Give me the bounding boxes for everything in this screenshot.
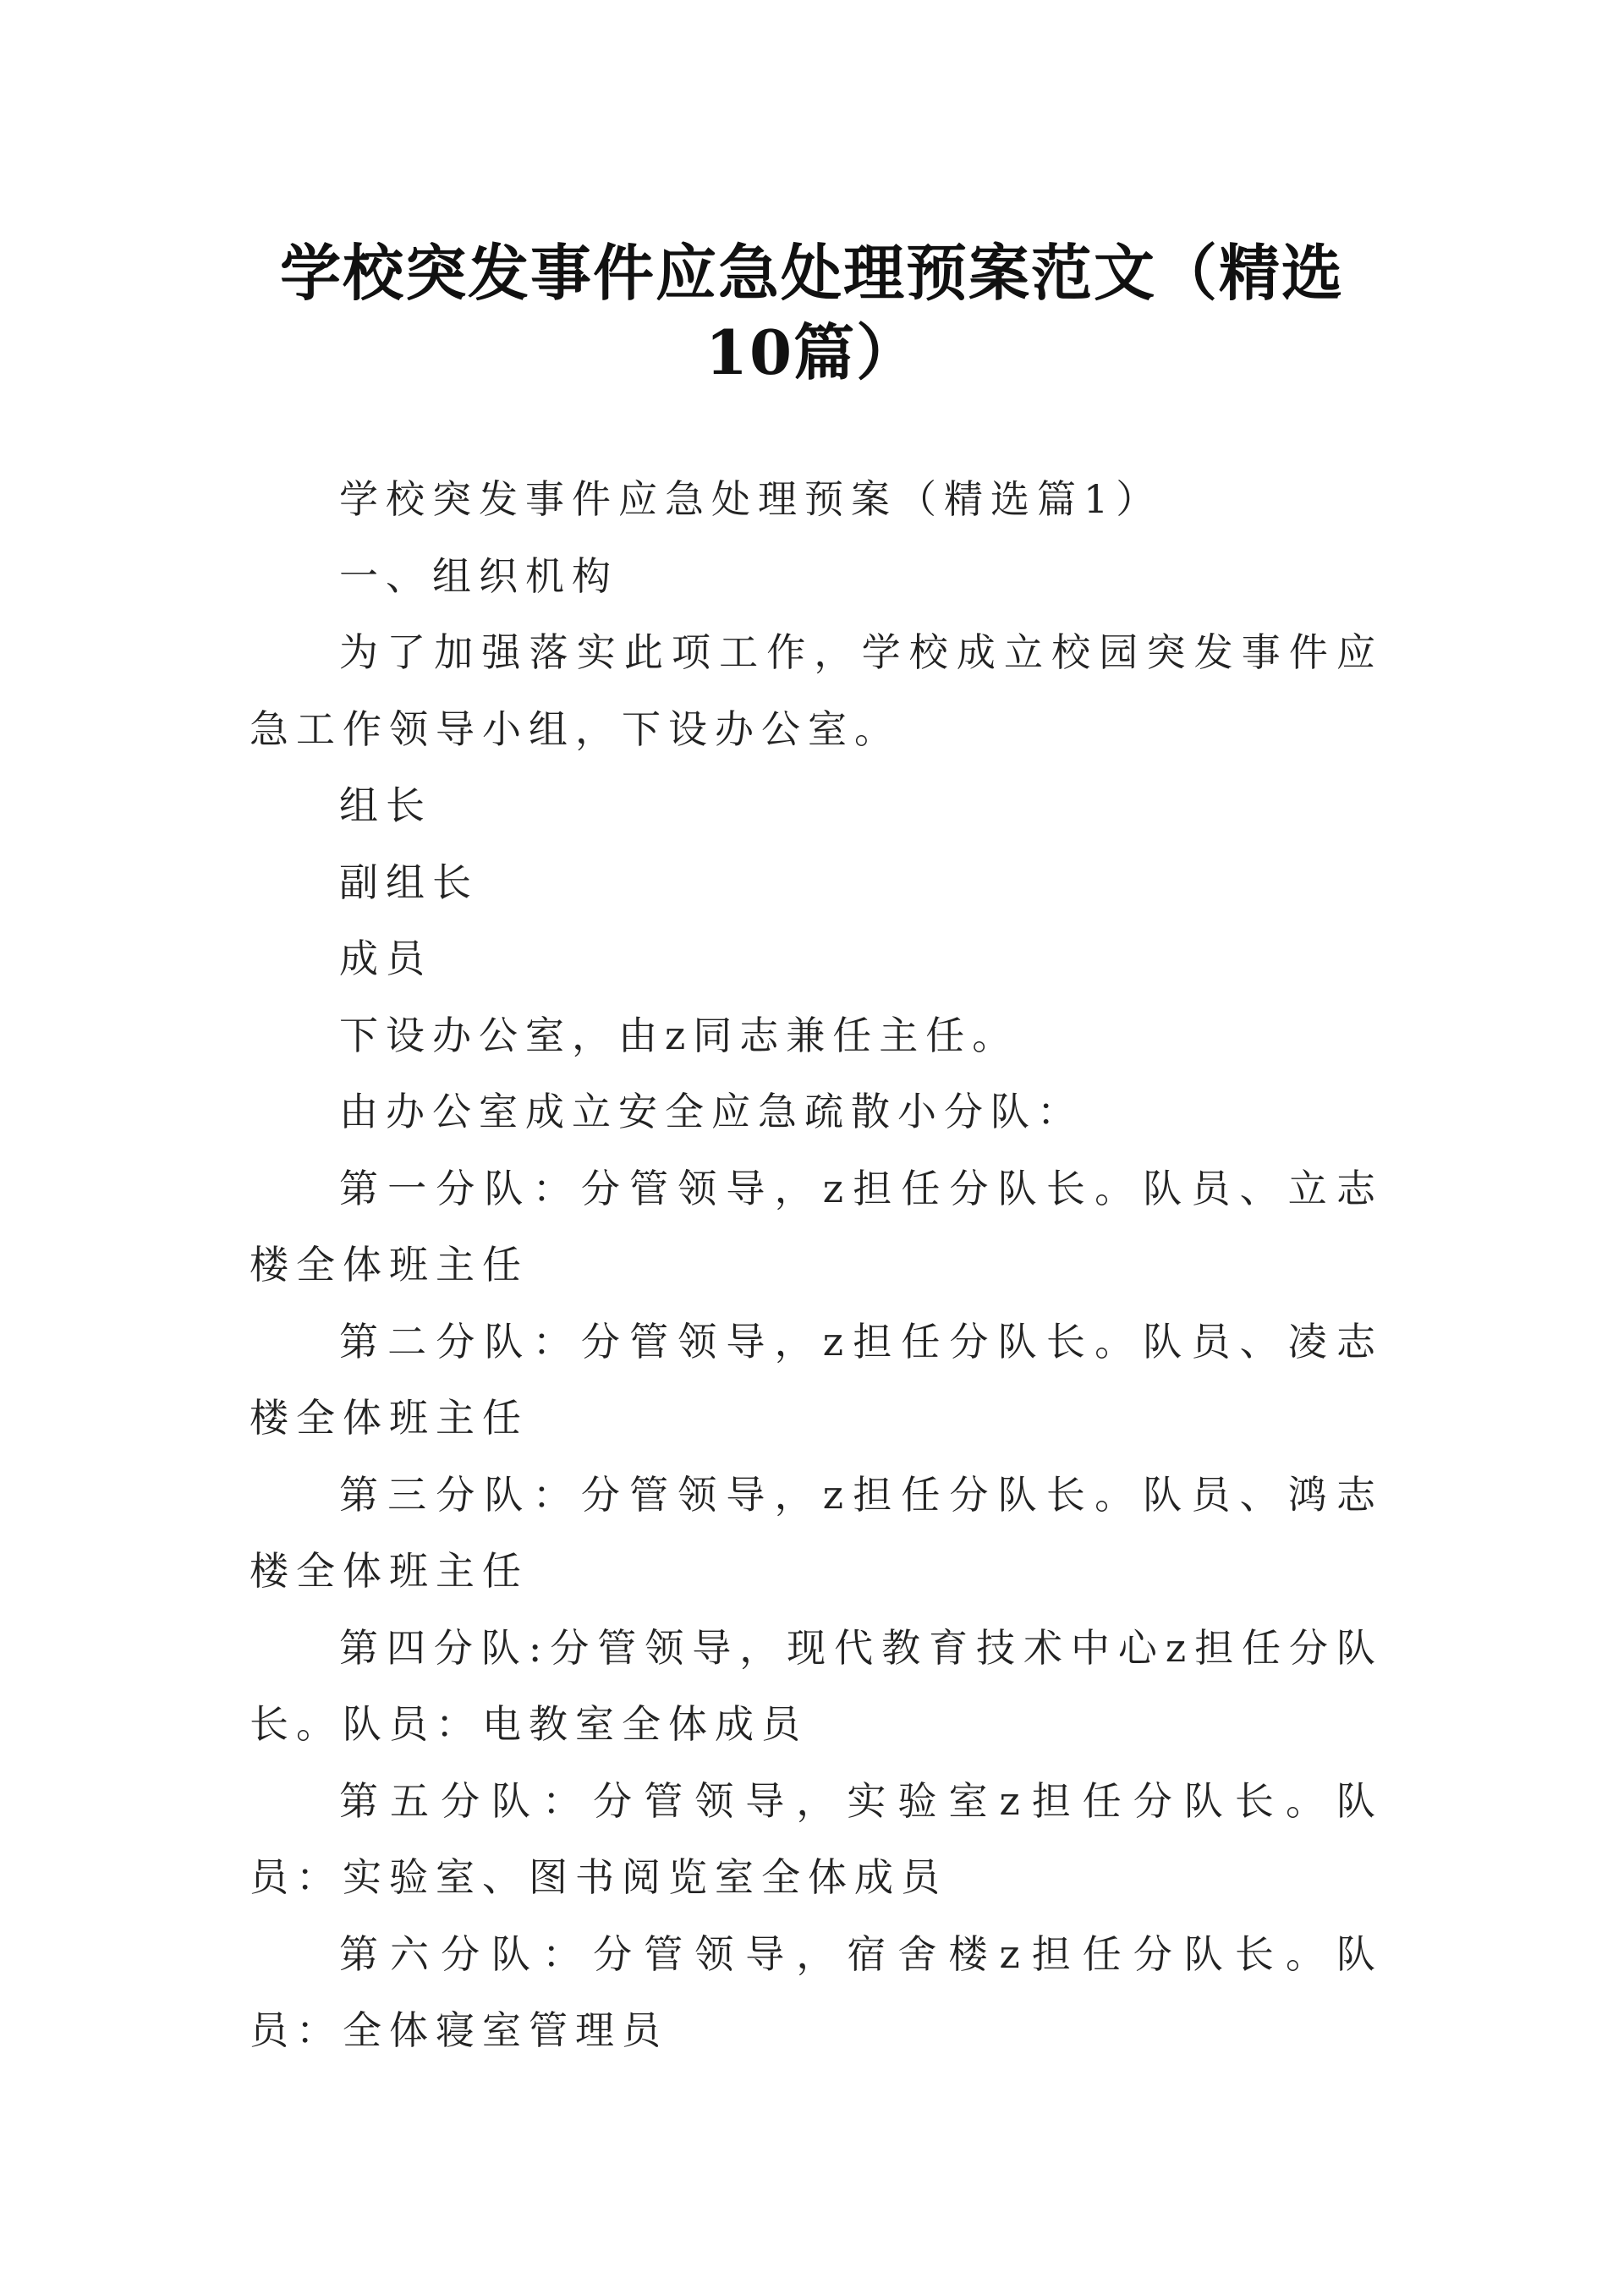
team-item: 第五分队：分管领导，实验室z担任分队长。队员：实验室、图书阅览室全体成员 (250, 1777, 1383, 1900)
document-body (250, 461, 1383, 2069)
team-item: 第三分队：分管领导，z担任分队长。队员、鸿志楼全体班主任 (250, 1471, 1383, 1594)
role-label-members: 成员 (339, 936, 432, 981)
role-label-leader: 组长 (339, 782, 432, 828)
document-title: 学校突发事件应急处理预案范文（精选10篇） (279, 237, 1344, 389)
team-item: 第二分队：分管领导，z担任分队长。队员、凌志楼全体班主任 (250, 1318, 1383, 1441)
role-label-deputy-leader: 副组长 (339, 859, 479, 905)
team-item: 第六分队：分管领导，宿舍楼z担任分队长。队员：全体寝室管理员 (250, 1930, 1383, 2053)
paragraph: 下设办公室，由z同志兼任主任。 (339, 1012, 1019, 1058)
team-item: 第一分队：分管领导，z担任分队长。队员、立志楼全体班主任 (250, 1165, 1383, 1288)
section-heading: 学校突发事件应急处理预案（精选篇1） (339, 476, 1163, 522)
subsection-heading: 一、组织机构 (339, 552, 618, 599)
paragraph: 为了加强落实此项工作，学校成立校园突发事件应急工作领导小组，下设办公室。 (250, 629, 1383, 752)
paragraph: 由办公室成立安全应急疏散小分队： (339, 1089, 1084, 1134)
team-item: 第四分队:分管领导，现代教育技术中心z担任分队长。队员：电教室全体成员 (250, 1624, 1383, 1747)
